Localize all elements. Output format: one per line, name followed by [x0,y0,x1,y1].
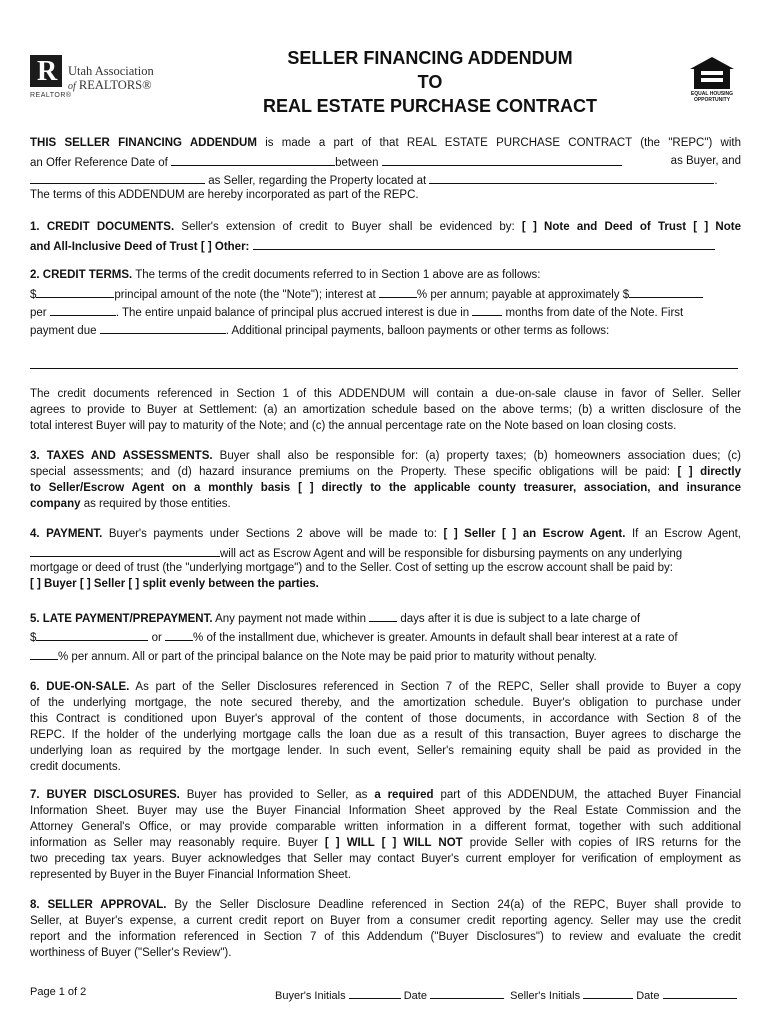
section-2-line-2: $ principal amount of the note (the "Note"); interest at % per annum; payable at approximately $ [30,285,741,303]
section-3-line-1: 3. TAXES AND ASSESSMENTS. Buyer shall also be responsible for: (a) property taxes; (b) homeowners association dues; (c) [30,450,742,462]
intro-line-2: an Offer Reference Date of between as Buyer, and [30,155,741,169]
page-number: Page 1 of 2 [30,986,87,998]
equal-housing-logo: EQUAL HOUSING OPPORTUNITY [684,57,740,103]
section-7-line-5: two preceding tax years. Buyer acknowledges that Seller may contact Buyer's current employer for verification of employment as [30,853,741,865]
section-6-line-6: credit documents. [30,761,121,773]
due-on-sale-line-2: agrees to provide to Buyer at Settlement: (a) an amortization schedule based on the above terms; (b) a written disclosure of the [30,404,741,416]
section-7-line-3: Attorney General's Office, or may provide comparable written information in a different format, together with such additional [30,821,741,833]
section-1-line-2: and All-Inclusive Deed of Trust [ ] Other: [30,237,741,255]
section-3-line-2: special assessments; and (d) hazard insurance premiums on the Property. These specific obligations will be paid: [ ] directly [30,466,741,478]
buyer-initials-field[interactable] [349,986,401,999]
buyer-initials-date-field[interactable] [430,986,504,999]
late-days-field[interactable] [369,609,397,622]
document-title: SELLER FINANCING ADDENDUM TO REAL ESTATE PURCHASE CONTRACT [262,48,597,116]
section-2-line-1: 2. CREDIT TERMS. The terms of the credit documents referred to in Section 1 above are as follows: [30,269,541,281]
initials-footer: Buyer's Initials Date Seller's Initials Date [275,986,737,1002]
other-terms-field[interactable] [30,368,738,369]
seller-initials-field[interactable] [583,986,633,999]
payment-period-field[interactable] [50,303,116,316]
section-4-line-4: [ ] Buyer [ ] Seller [ ] split evenly between the parties. [30,578,319,590]
interest-rate-field[interactable] [379,285,417,298]
section-3-line-4: company as required by those entities. [30,498,231,510]
intro-line-4: The terms of this ADDENDUM are hereby incorporated as part of the REPC. [30,189,419,201]
section-2-line-4: payment due . Additional principal payments, balloon payments or other terms as follows: [30,321,741,339]
due-on-sale-line-1: The credit documents referenced in Section 1 of this ADDENDUM will contain a due-on-sale clause in favor of Seller. Seller [30,388,741,400]
section-4-line-3: mortgage or deed of trust (the "underlying mortgage") and to the Seller. Cost of setting up the escrow account shall be paid by: [30,562,673,574]
buyer-name-field[interactable] [382,153,622,166]
section-7-line-1: 7. BUYER DISCLOSURES. Buyer has provided to Seller, as a required part of this ADDENDUM, the attached Buyer Financial [30,789,742,801]
utah-realtors-logo: R REALTOR® Utah Association of REALTORS® [30,56,154,99]
section-6-line-2: of the underlying mortgage, the note secured thereby, and the amortization schedule. Buyer's obligation to purchase under [30,697,741,709]
escrow-agent-field[interactable] [30,544,220,557]
section-7-line-4: information as Seller may reasonably require. Buyer [ ] WILL [ ] WILL NOT provide Seller with copies of IRS returns for the [30,837,742,849]
intro-line-1: THIS SELLER FINANCING ADDENDUM is made a part of that REAL ESTATE PURCHASE CONTRACT (the "REPC") with [30,137,741,149]
section-5-line-3: % per annum. All or part of the principal balance on the Note may be paid prior to maturity without penalty. [30,647,741,665]
section-4-line-2: will act as Escrow Agent and will be responsible for disbursing payments on any underlying [30,544,741,562]
section-8-line-4: worthiness of Buyer ("Seller's Review"). [30,947,232,959]
section-2-line-3: per . The entire unpaid balance of principal plus accrued interest is due in months from date of the Note. First [30,303,741,321]
seller-initials-date-field[interactable] [663,986,737,999]
section-8-line-1: 8. SELLER APPROVAL. By the Seller Disclosure Deadline referenced in Section 24(a) of the REPC, Buyer shall provide to [30,899,741,911]
first-payment-due-field[interactable] [100,321,226,334]
due-on-sale-line-3: total interest Buyer will pay to maturity of the Note; and (c) the annual percentage rate on the Note based on loan closing costs. [30,420,677,432]
property-address-field[interactable] [429,171,714,184]
section-7-line-2: Information Sheet. Buyer may use the Buyer Financial Information Sheet approved by the Real Estate Commission and the [30,805,741,817]
intro-line-3: as Seller, regarding the Property located at . [30,171,741,189]
section-6-line-3: this Contract is conditioned upon Buyer's approval of the content of those documents, in accordance with Section 8 of the [30,713,741,725]
realtor-r-icon: R [30,55,62,87]
principal-amount-field[interactable] [36,285,114,298]
seller-name-field[interactable] [30,171,205,184]
offer-date-field[interactable] [171,153,335,166]
section-6-line-4: REPC. If the holder of the underlying mortgage calls the loan due as a result of this transaction, Buyer agrees to discharge the [30,729,741,741]
house-icon [690,57,734,89]
section-4-line-1: 4. PAYMENT. Buyer's payments under Sections 2 above will be made to: [ ] Seller [ ] an Escrow Agent. If an Escrow Agent, [30,528,742,540]
late-charge-amount-field[interactable] [36,628,148,641]
payment-amount-field[interactable] [629,285,703,298]
section-1-line-1: 1. CREDIT DOCUMENTS. Seller's extension of credit to Buyer shall be evidenced by: [ ] Note and Deed of Trust [ ] Note [30,221,741,233]
months-due-field[interactable] [472,303,502,316]
section-3-line-3: to Seller/Escrow Agent on a monthly basis [ ] directly to the applicable county treasurer, association, and insurance [30,482,741,494]
late-charge-percent-field[interactable] [165,628,193,641]
section-6-line-1: 6. DUE-ON-SALE. As part of the Seller Disclosures referenced in Section 7 of the REPC, Seller shall provide to Buyer a copy [30,681,741,693]
section-5-line-1: 5. LATE PAYMENT/PREPAYMENT. Any payment not made within days after it is due is subject to a late charge of [30,609,741,627]
default-interest-field[interactable] [30,647,58,660]
section-5-line-2: $ or % of the installment due, whichever is greater. Amounts in default shall bear interest at a rate of [30,628,741,646]
section-7-line-6: represented by Buyer in the Buyer Financial Information Sheet. [30,869,351,881]
section-8-line-2: Seller, at Buyer's expense, a current credit report on Buyer from a consumer credit reporting agency. Seller may use the credit [30,915,741,927]
section-8-line-3: report and the information referenced in Section 7 of this Addendum ("Buyer Disclosures") to review and evaluate the credit [30,931,741,943]
section-6-line-5: underlying loan as required by the mortgage lender. In such event, Seller's remaining equity shall be paid as provided in the [30,745,741,757]
other-credit-doc-field[interactable] [253,237,715,250]
